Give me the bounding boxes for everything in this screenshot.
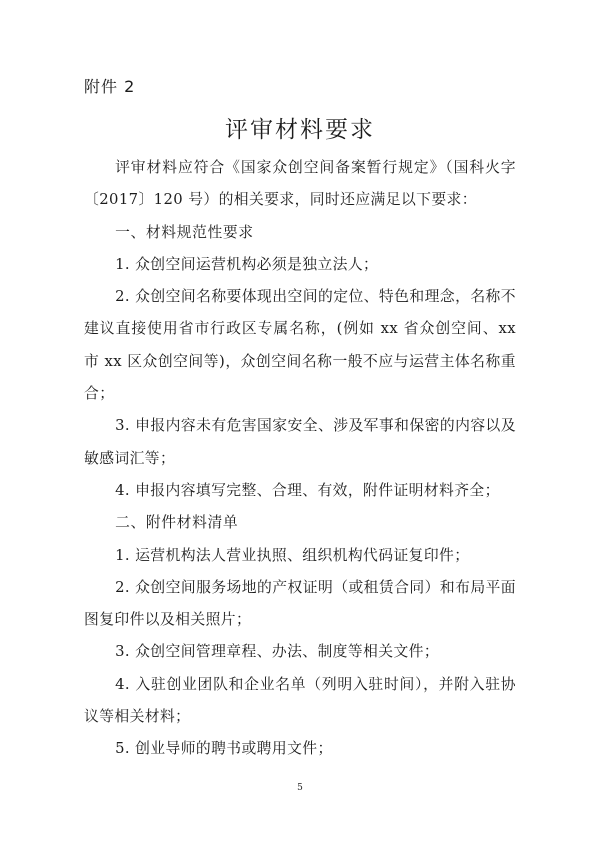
document-title: 评审材料要求 [225, 117, 375, 143]
list-item: 3. 众创空间管理章程、办法、制度等相关文件； [115, 643, 440, 661]
list-item: 2. 众创空间服务场地的产权证明（或租赁合同）和布局平面图复印件以及相关照片； [84, 578, 516, 629]
document-body [84, 152, 516, 766]
list-item: 4. 申报内容填写完整、合理、有效，附件证明材料齐全； [115, 481, 500, 499]
section-heading-format-requirements: 一、材料规范性要求 [115, 223, 254, 241]
intro-paragraph: 评审材料应符合《国家众创空间备案暂行规定》（国科火字〔2017〕120 号）的相关要求，同时还应满足以下要求： [84, 159, 516, 209]
list-item: 1. 运营机构法人营业执照、组织机构代码证复印件； [115, 546, 470, 564]
list-item: 3. 申报内容未有危害国家安全、涉及军事和保密的内容以及敏感词汇等； [84, 417, 516, 467]
list-item: 1. 众创空间运营机构必须是独立法人； [115, 255, 379, 273]
attachment-label: 附件 2 [84, 77, 136, 96]
page-number: 5 [297, 783, 303, 793]
list-item: 4. 入驻创业团队和企业名单（列明入驻时间），并附入驻协议等相关材料； [84, 675, 516, 726]
section-heading-attachment-list: 二、附件材料清单 [115, 514, 239, 532]
list-item: 2. 众创空间名称要体现出空间的定位、特色和理念，名称不建议直接使用省市行政区专属名称，(例如 xx 省众创空间、xx 市 xx 区众创空间等)，众创空间名称一般不应与运营主体名称重合； [84, 288, 516, 403]
list-item: 5. 创业导师的聘书或聘用文件； [115, 740, 333, 758]
